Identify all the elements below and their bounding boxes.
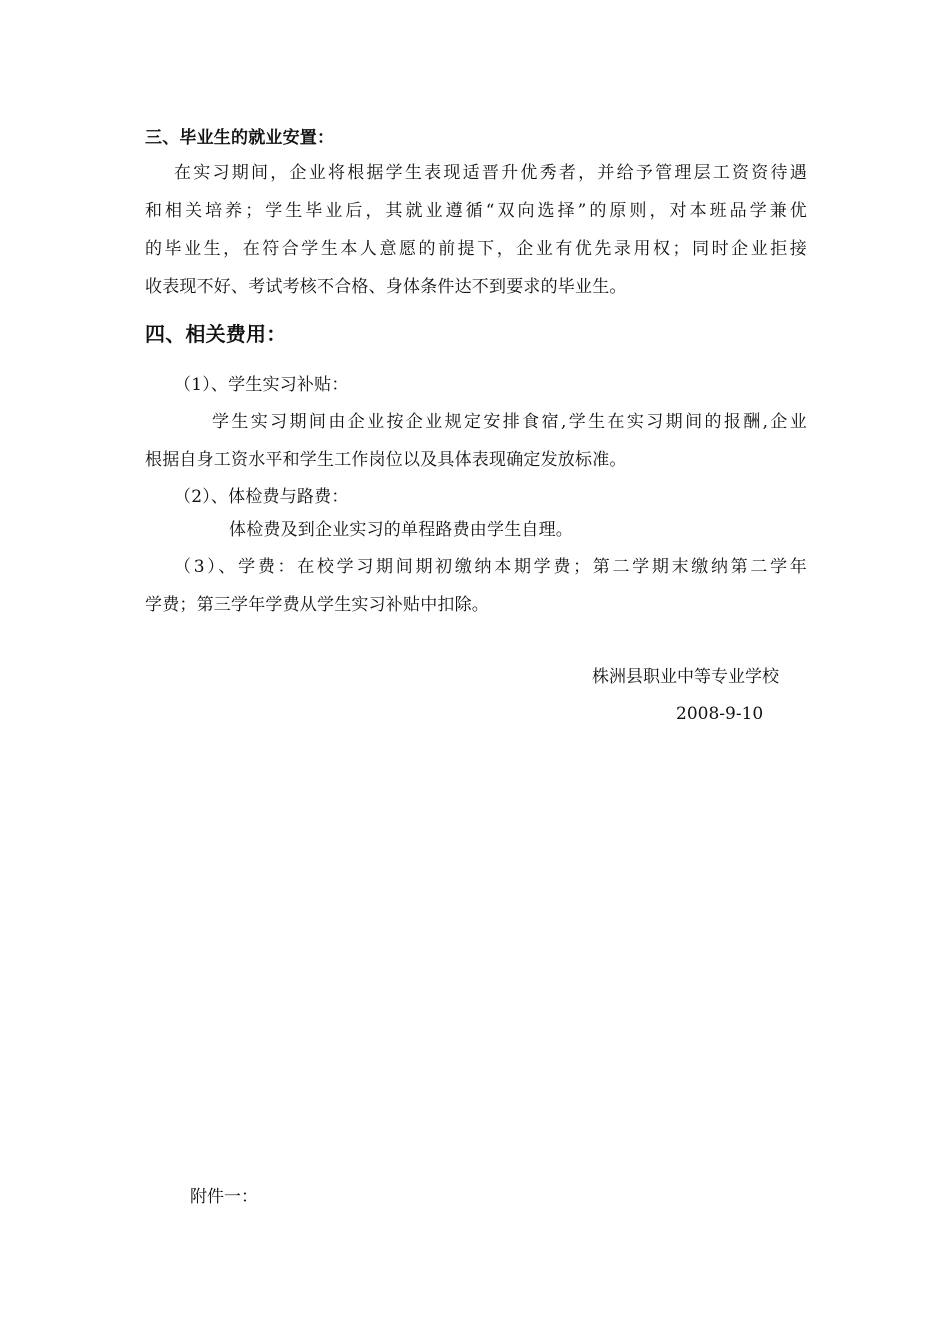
item-3-line-1: （3）、学费：在校学习期间期初缴纳本期学费；第二学期末缴纳第二学年: [174, 557, 807, 577]
item-2-line: 体检费及到企业实习的单程路费由学生自理。: [229, 520, 573, 540]
item-1-title: （1）、学生实习补贴：: [174, 375, 349, 395]
item-1-line-2: 根据自身工资水平和学生工作岗位以及具体表现确定发放标准。: [145, 450, 627, 470]
section-3-paragraph-line-3: 的毕业生，在符合学生本人意愿的前提下，企业有优先录用权；同时企业拒接: [145, 239, 807, 259]
attachment-label: 附件一：: [190, 1187, 258, 1207]
section-3-paragraph-line-1: 在实习期间，企业将根据学生表现适晋升优秀者，并给予管理层工资资待遇: [174, 163, 807, 183]
item-2-title: （2）、体检费与路费：: [174, 487, 349, 507]
section-3-paragraph-line-2: 和相关培养；学生毕业后，其就业遵循“双向选择”的原则，对本班品学兼优: [145, 201, 807, 221]
section-4-heading: 四、相关费用：: [145, 322, 287, 346]
item-3-line-2: 学费；第三学年学费从学生实习补贴中扣除。: [145, 595, 489, 615]
item-1-line-1: 学生实习期间由企业按企业规定安排食宿,学生在实习期间的报酬,企业: [212, 412, 807, 432]
school-signature: 株洲县职业中等专业学校: [592, 667, 779, 687]
section-3-heading: 三、毕业生的就业安置：: [145, 128, 335, 148]
signature-date: 2008-9-10: [676, 704, 764, 724]
section-3-paragraph-line-4: 收表现不好、考试考核不合格、身体条件达不到要求的毕业生。: [145, 277, 627, 297]
